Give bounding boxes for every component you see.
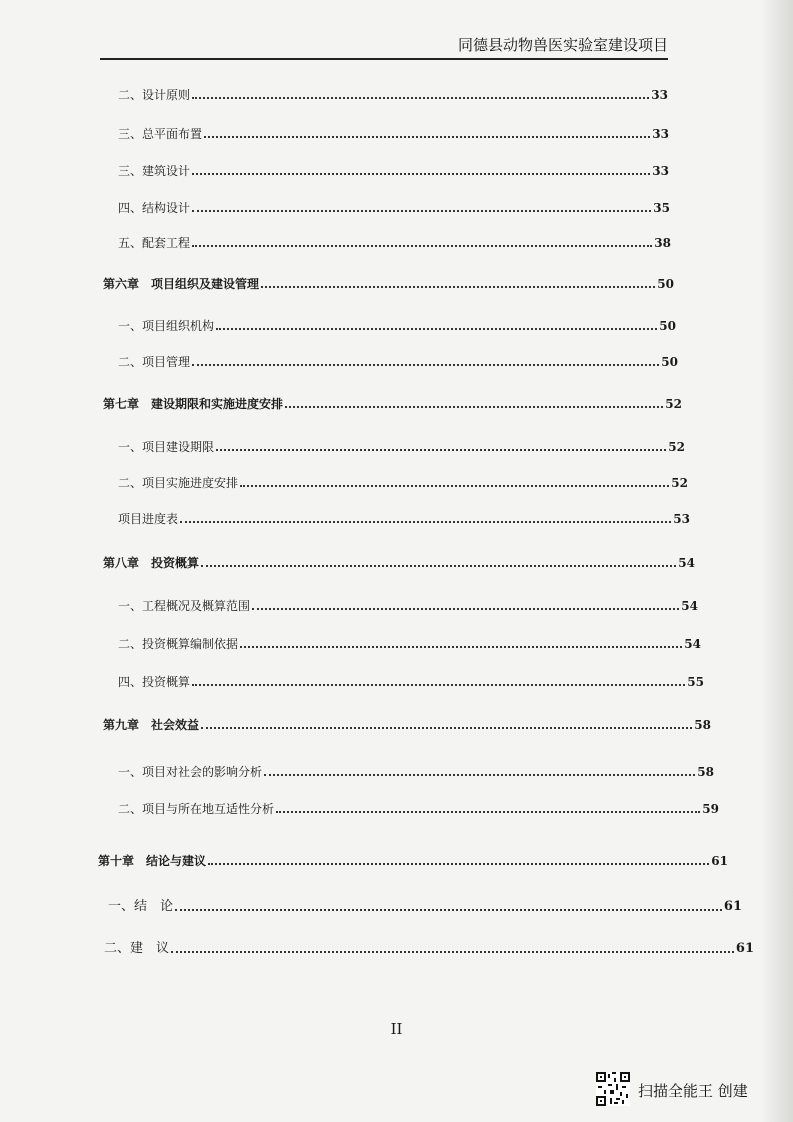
toc-entry-label: 一、工程概况及概算范围 [118, 599, 251, 613]
toc-chapter-page: 52 [665, 397, 682, 411]
toc-leader [192, 97, 649, 99]
toc-entry-page: 50 [659, 319, 676, 333]
toc-leader [261, 286, 655, 288]
page-edge-shadow [761, 0, 793, 1122]
toc-entry[interactable] [118, 599, 698, 613]
toc-entry[interactable] [118, 802, 719, 816]
toc-entry[interactable] [118, 127, 669, 141]
toc-chapter-label: 第八章 投资概算 [103, 556, 200, 570]
toc-entry[interactable] [118, 440, 685, 454]
toc-chapter-page: 61 [711, 854, 728, 868]
toc-entry[interactable] [118, 355, 678, 369]
toc-leader [240, 485, 669, 487]
toc-chapter[interactable] [103, 718, 711, 732]
toc-entry[interactable] [118, 201, 670, 215]
toc-entry-label: 二、项目管理 [118, 355, 191, 369]
toc-entry-label: 三、建筑设计 [118, 164, 191, 178]
toc-entry-page: 52 [671, 476, 688, 490]
toc-entry-label: 一、项目组织机构 [118, 319, 215, 333]
page-header [100, 30, 668, 60]
toc-leader [264, 774, 695, 776]
toc-chapter[interactable] [98, 854, 728, 868]
toc-entry-page: 38 [654, 236, 671, 250]
toc-entry-page: 61 [735, 941, 754, 956]
toc-entry[interactable] [108, 900, 742, 914]
toc-leader [180, 521, 671, 523]
toc-entry[interactable] [118, 164, 669, 178]
toc-entry-label: 四、结构设计 [118, 201, 191, 215]
toc-entry[interactable] [118, 512, 690, 526]
toc-entry-label: 一、结 论 [108, 899, 174, 914]
toc-leader [216, 449, 666, 451]
toc-leader [192, 210, 651, 212]
toc-entry[interactable] [104, 942, 754, 956]
toc-entry-label: 二、投资概算编制依据 [118, 637, 239, 651]
header-title: 同德县动物兽医实验室建设项目 [457, 36, 668, 54]
toc-entry[interactable] [118, 319, 676, 333]
toc-leader [208, 863, 709, 865]
toc-chapter-label: 第十章 结论与建议 [98, 854, 207, 868]
toc-entry-page: 33 [652, 164, 669, 178]
toc-chapter[interactable] [103, 556, 695, 570]
toc-chapter-label: 第六章 项目组织及建设管理 [103, 277, 260, 291]
toc-entry-page: 33 [651, 88, 668, 102]
toc-chapter-page: 58 [694, 718, 711, 732]
toc-entry-page: 53 [673, 512, 690, 526]
toc-entry[interactable] [118, 476, 688, 490]
toc-chapter-page: 50 [657, 277, 674, 291]
toc-entry[interactable] [118, 236, 671, 250]
toc-entry-page: 58 [697, 765, 714, 779]
toc-entry-label: 二、项目实施进度安排 [118, 476, 239, 490]
toc-entry-label: 二、建 议 [104, 941, 170, 956]
toc-chapter-label: 第七章 建设期限和实施进度安排 [103, 397, 284, 411]
qr-code-icon [596, 1072, 630, 1106]
toc-entry-page: 59 [702, 802, 719, 816]
toc-entry-page: 33 [652, 127, 669, 141]
toc-chapter[interactable] [103, 277, 674, 291]
toc-entry-page: 35 [653, 201, 670, 215]
toc-leader [201, 565, 676, 567]
toc-entry-page: 52 [668, 440, 685, 454]
toc-entry-label: 三、总平面布置 [118, 127, 203, 141]
toc-entry-label: 二、设计原则 [118, 88, 191, 102]
toc-entry-label: 一、项目建设期限 [118, 440, 215, 454]
toc-leader [192, 684, 685, 686]
toc-entry-label: 一、项目对社会的影响分析 [118, 765, 263, 779]
toc-chapter[interactable] [103, 397, 682, 411]
toc-leader [171, 951, 734, 953]
toc-entry-page: 54 [681, 599, 698, 613]
toc-leader [252, 608, 679, 610]
toc-leader [240, 646, 682, 648]
toc-chapter-label: 第九章 社会效益 [103, 718, 200, 732]
toc-entry-page: 50 [661, 355, 678, 369]
scanner-watermark: 扫描全能王 创建 [638, 1082, 748, 1100]
page-number: II [390, 1020, 403, 1038]
toc-entry[interactable] [118, 765, 714, 779]
toc-entry-label: 四、投资概算 [118, 675, 191, 689]
toc-leader [204, 136, 650, 138]
toc-leader [192, 364, 659, 366]
toc-leader [175, 909, 722, 911]
toc-entry-label: 二、项目与所在地互适性分析 [118, 802, 275, 816]
toc-chapter-page: 54 [678, 556, 695, 570]
toc-leader [216, 328, 657, 330]
toc-entry-page: 54 [684, 637, 701, 651]
toc-entry-label: 项目进度表 [118, 512, 179, 526]
toc-entry-label: 五、配套工程 [118, 236, 191, 250]
toc-entry[interactable] [118, 88, 668, 102]
toc-leader [201, 727, 692, 729]
toc-entry[interactable] [118, 637, 701, 651]
toc-entry-page: 61 [723, 899, 742, 914]
toc-leader [192, 245, 652, 247]
toc-leader [276, 811, 700, 813]
toc-leader [285, 406, 663, 408]
toc-entry-page: 55 [687, 675, 704, 689]
toc-entry[interactable] [118, 675, 704, 689]
toc-leader [192, 173, 650, 175]
